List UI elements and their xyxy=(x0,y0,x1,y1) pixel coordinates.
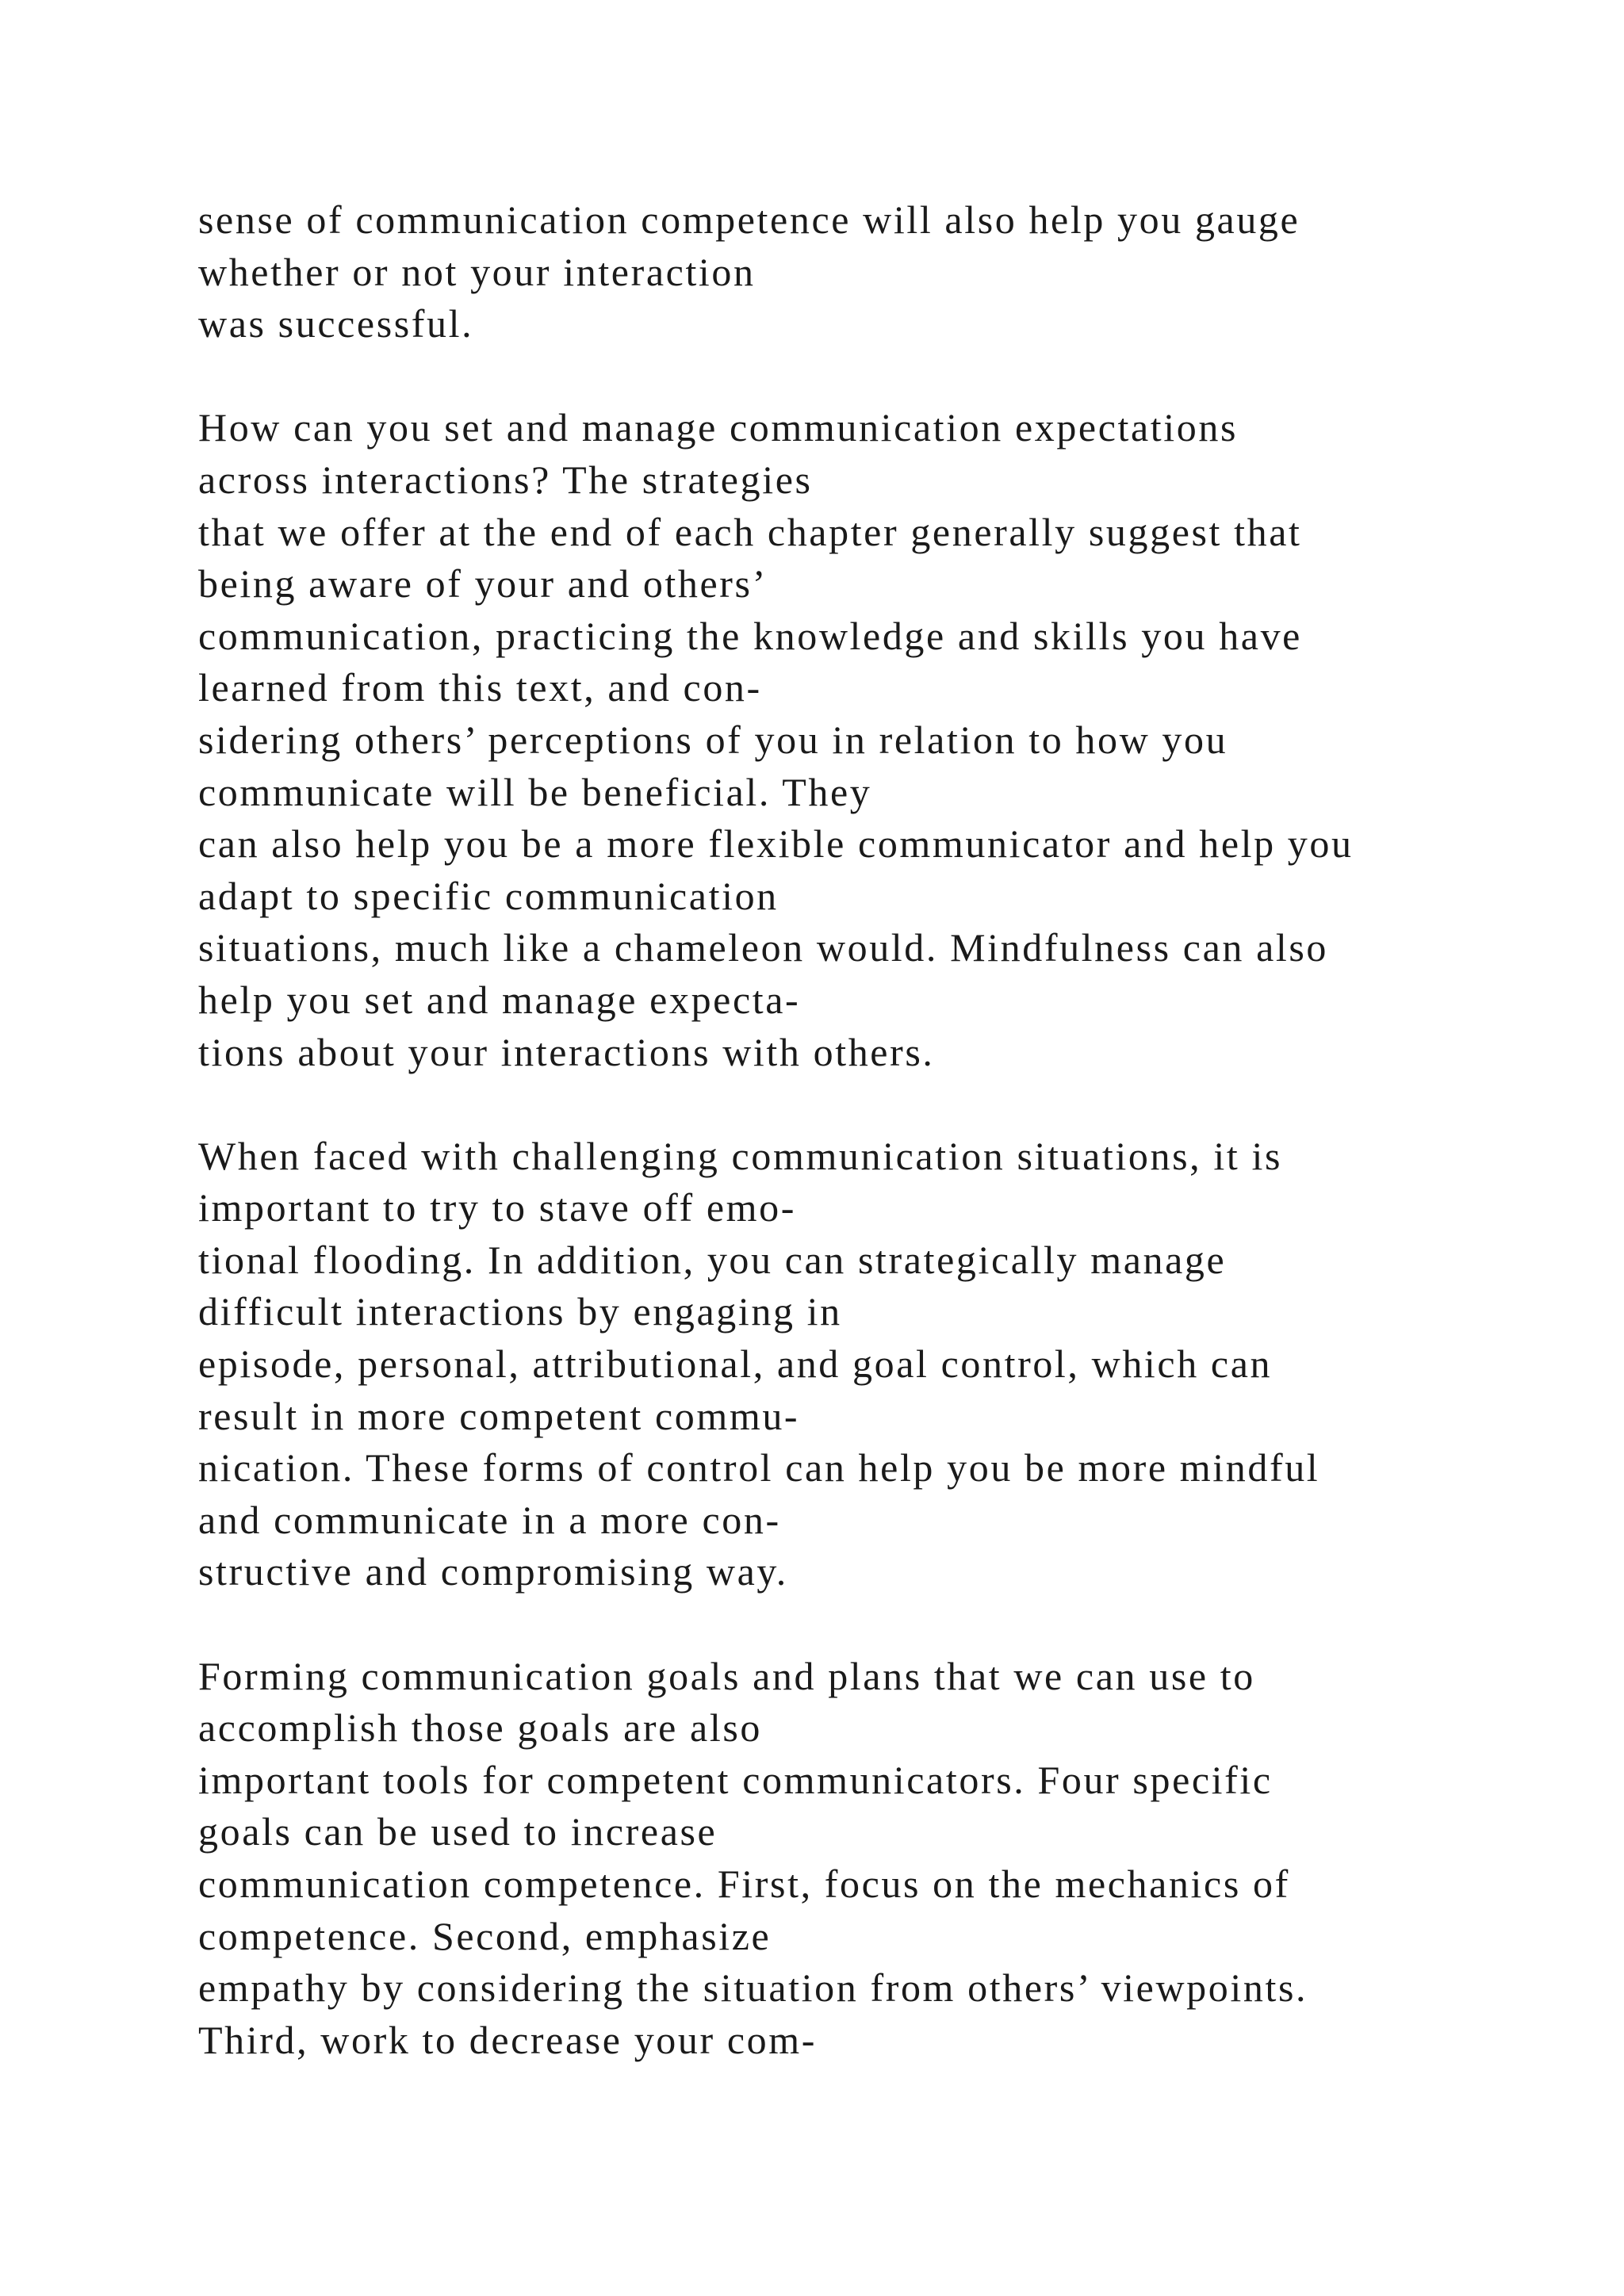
text-line: adapt to specific communication xyxy=(198,873,779,918)
text-line: competence. Second, emphasize xyxy=(198,1913,772,1958)
text-line: and communicate in a more con- xyxy=(198,1497,781,1542)
paragraph-gap xyxy=(198,1598,1546,1651)
text-line: that we offer at the end of each chapter generally suggest that xyxy=(198,509,1302,554)
text-line: episode, personal, attributional, and goal control, which can xyxy=(198,1341,1273,1387)
text-line: difficult interactions by engaging in xyxy=(198,1289,842,1334)
text-line: empathy by considering the situation from others’ viewpoints. xyxy=(198,1965,1308,2011)
text-line: accomplish those goals are also xyxy=(198,1705,762,1751)
paragraph-gap xyxy=(198,350,1546,403)
text-line: result in more competent commu- xyxy=(198,1393,800,1438)
text-line: help you set and manage expecta- xyxy=(198,977,801,1022)
text-line: learned from this text, and con- xyxy=(198,665,762,710)
text-line: communicate will be beneficial. They xyxy=(198,769,872,814)
text-line: nication. These forms of control can help you be more mindful xyxy=(198,1445,1320,1490)
text-line: communication competence. First, focus on the mechanics of xyxy=(198,1862,1290,1906)
text-line: goals can be used to increase xyxy=(198,1809,718,1854)
text-line: across interactions? The strategies xyxy=(198,457,813,502)
text-line: important to try to stave off emo- xyxy=(198,1185,797,1230)
text-line: situations, much like a chameleon would. Mindfulness can also xyxy=(198,925,1329,970)
text-line: tions about your interactions with others. xyxy=(198,1029,935,1074)
text-line: important tools for competent communicators. Four specific xyxy=(198,1757,1273,1802)
text-line: being aware of your and others’ xyxy=(198,561,768,607)
text-line: When faced with challenging communication situations, it is xyxy=(198,1133,1282,1178)
text-line: Forming communication goals and plans that we can use to xyxy=(198,1653,1255,1698)
document-body xyxy=(198,194,1546,2066)
text-line: can also help you be a more flexible communicator and help you xyxy=(198,821,1354,867)
paragraph-gap xyxy=(198,1078,1546,1131)
text-line: sense of communication competence will also help you gauge xyxy=(198,197,1300,242)
text-line: tional flooding. In addition, you can strategically manage xyxy=(198,1237,1227,1282)
text-line: was successful. xyxy=(198,301,474,346)
text-line: structive and compromising way. xyxy=(198,1549,788,1594)
text-line: communication, practicing the knowledge and skills you have xyxy=(198,613,1302,658)
text-line: sidering others’ perceptions of you in relation to how you xyxy=(198,717,1228,762)
text-line: How can you set and manage communication expectations xyxy=(198,405,1239,450)
text-line: Third, work to decrease your com- xyxy=(198,2017,817,2062)
text-line: whether or not your interaction xyxy=(198,249,756,294)
